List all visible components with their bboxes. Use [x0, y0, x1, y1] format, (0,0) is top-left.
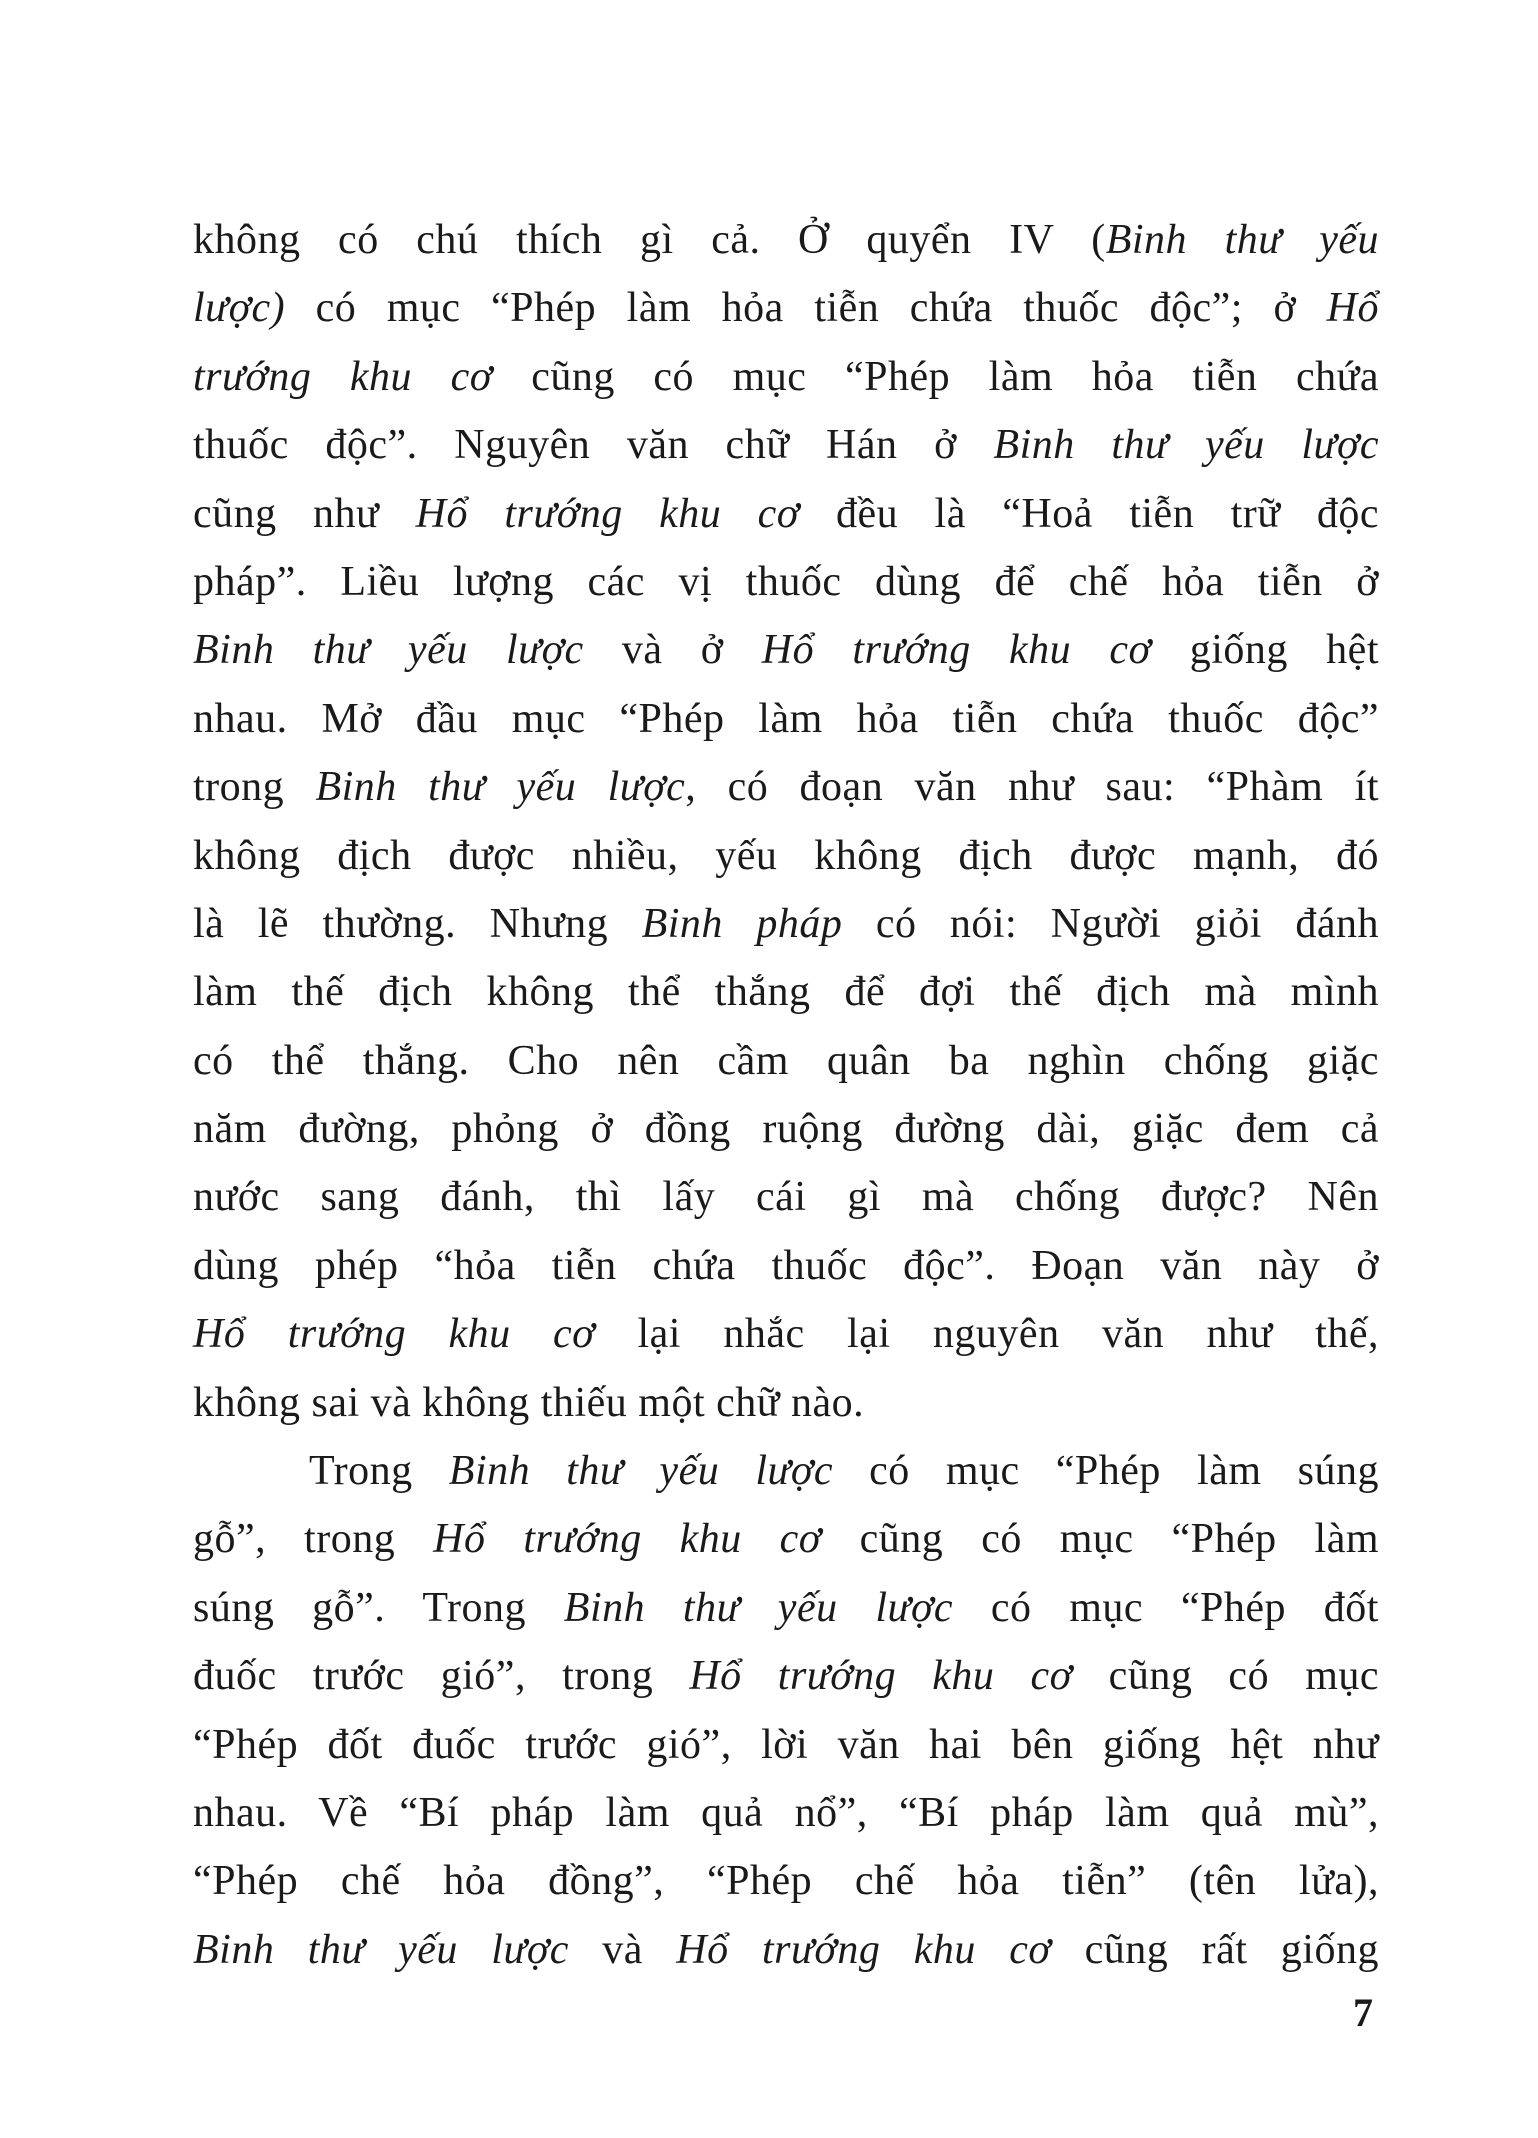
- text-line: [193, 822, 1379, 890]
- italic-title-text: Hổ trướng khu cơ: [761, 627, 1152, 674]
- text-line: [193, 1369, 1379, 1437]
- body-text: [193, 206, 1379, 1984]
- italic-title-text: Binh thư yếu lược: [315, 764, 686, 811]
- text-line: [193, 1916, 1379, 1984]
- text-line: [193, 548, 1379, 616]
- text-line: [193, 274, 1379, 342]
- text-line: [193, 480, 1379, 548]
- page-number: 7: [1353, 1990, 1373, 2035]
- text-line: [193, 343, 1379, 411]
- text-run: có mục “Phép làm súng: [832, 1448, 1380, 1495]
- text-run: cũng có mục “Phép làm: [821, 1516, 1380, 1563]
- italic-title-text: Hổ trướng khu cơ: [415, 490, 800, 537]
- text-run: làm thế địch không thể thắng để đợi thế địch mà mình: [193, 969, 1379, 1016]
- text-line: [193, 1232, 1379, 1300]
- text-run: súng gỗ”. Trong: [193, 1584, 564, 1631]
- text-line: [193, 1779, 1379, 1847]
- italic-title-text: Binh thư yếu: [1105, 217, 1380, 263]
- italic-title-text: Binh thư yếu lược: [563, 1584, 954, 1631]
- text-run: năm đường, phỏng ở đồng ruộng đường dài, giặc đem cả: [193, 1106, 1379, 1153]
- text-run: có thể thắng. Cho nên cầm quân ba nghìn chống giặc: [193, 1037, 1379, 1084]
- italic-title-text: lược): [193, 285, 286, 332]
- text-line: [193, 1300, 1379, 1368]
- text-run: không có chú thích gì cả. Ở quyển IV (: [193, 217, 1106, 263]
- text-run: có mục “Phép đốt: [953, 1584, 1379, 1631]
- text-run: pháp”. Liều lượng các vị thuốc dùng để chế hỏa tiễn ở: [193, 558, 1379, 605]
- text-line: [193, 890, 1379, 958]
- text-line: [193, 1027, 1379, 1095]
- text-run: gỗ”, trong: [193, 1516, 434, 1563]
- text-run: có mục “Phép làm hỏa tiễn chứa thuốc độc”; ở: [285, 285, 1327, 332]
- text-line: [193, 1163, 1379, 1231]
- text-run: nhau. Mở đầu mục “Phép làm hỏa tiễn chứa thuốc độc”: [193, 695, 1379, 742]
- italic-title-text: Binh thư yếu lược: [193, 627, 584, 674]
- text-line: [193, 685, 1379, 753]
- text-run: thuốc độc”. Nguyên văn chữ Hán ở: [193, 422, 994, 469]
- italic-title-text: Binh thư yếu lược: [993, 422, 1380, 469]
- text-run: không sai và không thiếu một chữ nào.: [193, 1379, 865, 1426]
- text-line: [193, 1437, 1379, 1505]
- text-line: [193, 1505, 1379, 1573]
- text-run: đuốc trước gió”, trong: [193, 1653, 690, 1700]
- text-line: [193, 411, 1379, 479]
- italic-title-text: Hổ trướng khu cơ: [433, 1516, 822, 1563]
- text-run: và ở: [583, 627, 762, 674]
- text-line: [193, 958, 1379, 1026]
- text-run: cũng có mục: [1072, 1653, 1379, 1700]
- text-line: [193, 1847, 1379, 1915]
- text-run: “Phép đốt đuốc trước gió”, lời văn hai bên giống hệt như: [193, 1721, 1379, 1768]
- text-line: [193, 1095, 1379, 1163]
- text-run: đều là “Hoả tiễn trữ độc: [799, 490, 1380, 537]
- italic-title-text: Hổ: [1326, 285, 1379, 332]
- text-run: cũng rất giống: [1051, 1926, 1379, 1973]
- italic-title-text: Hổ trướng khu cơ: [676, 1926, 1052, 1973]
- text-run: Trong: [309, 1448, 449, 1495]
- italic-title-text: Binh thư yếu lược: [193, 1926, 569, 1973]
- italic-title-text: Binh pháp: [641, 900, 843, 947]
- text-line: [193, 1711, 1379, 1779]
- text-run: cũng như: [193, 490, 416, 537]
- text-run: , có đoạn văn như sau: “Phàm ít: [685, 764, 1379, 811]
- text-run: dùng phép “hỏa tiễn chứa thuốc độc”. Đoạn văn này ở: [193, 1242, 1379, 1289]
- text-line: [193, 206, 1379, 274]
- text-run: “Phép chế hỏa đồng”, “Phép chế hỏa tiễn” (tên lửa),: [193, 1858, 1379, 1905]
- text-line: [193, 753, 1379, 821]
- text-run: trong: [193, 764, 316, 811]
- italic-title-text: Hổ trướng khu cơ: [689, 1653, 1073, 1700]
- italic-title-text: Hổ trướng khu cơ: [193, 1311, 596, 1358]
- text-run: nước sang đánh, thì lấy cái gì mà chống được? Nên: [193, 1174, 1379, 1221]
- text-run: giống hệt: [1151, 627, 1379, 674]
- italic-title-text: trướng khu cơ: [193, 353, 493, 400]
- italic-title-text: Binh thư yếu lược: [448, 1448, 833, 1495]
- text-line: [193, 616, 1379, 684]
- text-run: có nói: Người giỏi đánh: [842, 900, 1379, 947]
- text-run: không địch được nhiều, yếu không địch được mạnh, đó: [193, 832, 1379, 879]
- text-run: nhau. Về “Bí pháp làm quả nổ”, “Bí pháp làm quả mù”,: [193, 1789, 1379, 1836]
- text-line: [193, 1642, 1379, 1710]
- text-run: lại nhắc lại nguyên văn như thế,: [595, 1311, 1379, 1358]
- text-line: [193, 1574, 1379, 1642]
- text-run: là lẽ thường. Nhưng: [193, 900, 642, 947]
- text-run: và: [568, 1926, 677, 1973]
- text-run: cũng có mục “Phép làm hỏa tiễn chứa: [492, 353, 1379, 400]
